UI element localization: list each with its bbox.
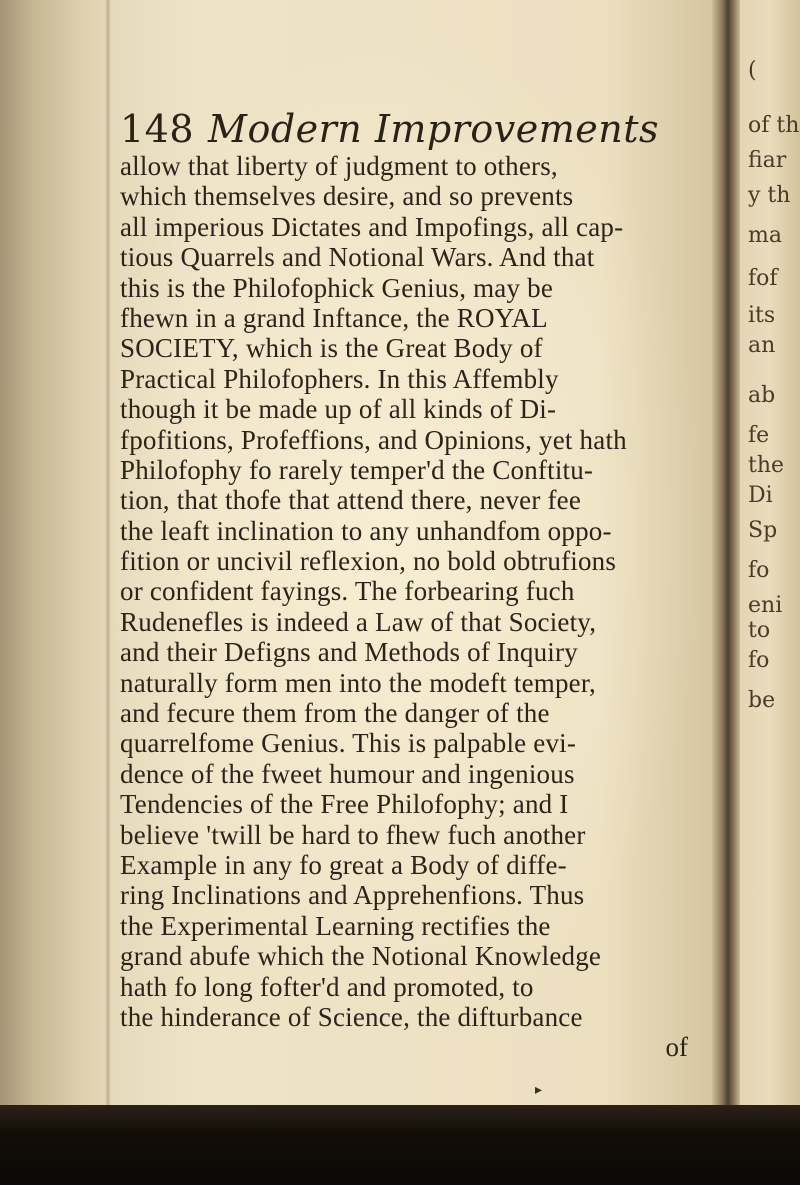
next-page-fragment: Di — [748, 483, 773, 508]
text-line: the Experimental Learning rectifies the — [120, 910, 551, 941]
next-page-fragment: Sp — [748, 518, 778, 543]
next-page-fragment: fiar — [748, 148, 787, 173]
text-line: the leaft inclination to any unhandfom oppo- — [120, 515, 612, 546]
body-text — [120, 151, 710, 1032]
next-page-fragment: y th — [748, 183, 791, 208]
next-page-fragment: eni — [748, 593, 783, 618]
text-line: grand abufe which the Notional Knowledge — [120, 941, 602, 972]
text-line: or confident fayings. The forbearing fuch — [120, 576, 575, 607]
text-line: and their Defigns and Methods of Inquiry — [120, 637, 578, 668]
next-page-fragment: to — [748, 618, 771, 643]
page-number: 148 — [120, 107, 195, 151]
ink-mark-icon: ▸ — [535, 1082, 543, 1098]
text-line: fition or uncivil reflexion, no bold obtrufions — [120, 546, 617, 577]
text-line: fpofitions, Profeffions, and Opinions, yet hath — [120, 424, 627, 455]
text-line: believe 'twill be hard to fhew fuch another — [120, 819, 586, 850]
text-line: though it be made up of all kinds of Di- — [120, 394, 557, 425]
next-page-fragment: fof — [748, 266, 778, 291]
page-header — [120, 95, 710, 151]
text-line: fhewn in a grand Inftance, the ROYAL — [120, 302, 548, 333]
text-line: the hinderance of Science, the difturbance — [120, 1001, 583, 1032]
text-line: Practical Philofophers. In this Affembly — [120, 363, 559, 394]
text-line: Philofophy fo rarely temper'd the Conftitu- — [120, 454, 594, 485]
next-page-fragment: fe — [748, 423, 770, 448]
left-binding-edge — [0, 0, 115, 1185]
next-page-fragment: fo — [748, 558, 770, 583]
text-line: all imperious Dictates and Impofings, all cap- — [120, 211, 624, 242]
text-line: and fecure them from the danger of the — [120, 698, 550, 729]
text-line: tious Quarrels and Notional Wars. And that — [120, 242, 595, 273]
next-page-fragment: its — [748, 303, 776, 328]
next-page-fragment: ma — [748, 223, 782, 248]
page-text-block — [120, 95, 710, 1062]
dark-background-bottom — [0, 1105, 800, 1185]
text-line: quarrelfome Genius. This is palpable evi- — [120, 728, 577, 759]
text-line: Example in any fo great a Body of diffe- — [120, 849, 567, 880]
text-line: hath fo long fofter'd and promoted, to — [120, 971, 534, 1002]
text-line: SOCIETY, which is the Great Body of — [120, 333, 543, 364]
text-line: naturally form men into the modeft temper, — [120, 667, 596, 698]
running-title: Modern Improvements — [208, 107, 659, 151]
book-gutter — [712, 0, 740, 1105]
text-line: tion, that thofe that attend there, never fee — [120, 485, 582, 516]
next-page-edge — [740, 0, 800, 1105]
next-page-fragment: the — [748, 453, 785, 478]
text-line: which themselves desire, and so prevents — [120, 181, 574, 212]
next-page-fragment: ab — [748, 383, 776, 408]
next-page-fragment: of th — [748, 113, 800, 138]
next-page-fragment: fo — [748, 648, 770, 673]
text-line: Rudenefles is indeed a Law of that Society, — [120, 606, 597, 637]
next-page-fragment: be — [748, 688, 776, 713]
next-page-fragment: an — [748, 333, 776, 358]
text-line: ring Inclinations and Apprehenfions. Thus — [120, 880, 585, 911]
text-line: Tendencies of the Free Philofophy; and I — [120, 789, 569, 820]
text-line: this is the Philofophick Genius, may be — [120, 272, 554, 303]
text-line: allow that liberty of judgment to others, — [120, 151, 558, 181]
next-page-fragment: ( — [748, 58, 757, 83]
text-line: dence of the fweet humour and ingenious — [120, 758, 575, 789]
catchword: of — [665, 1032, 688, 1063]
